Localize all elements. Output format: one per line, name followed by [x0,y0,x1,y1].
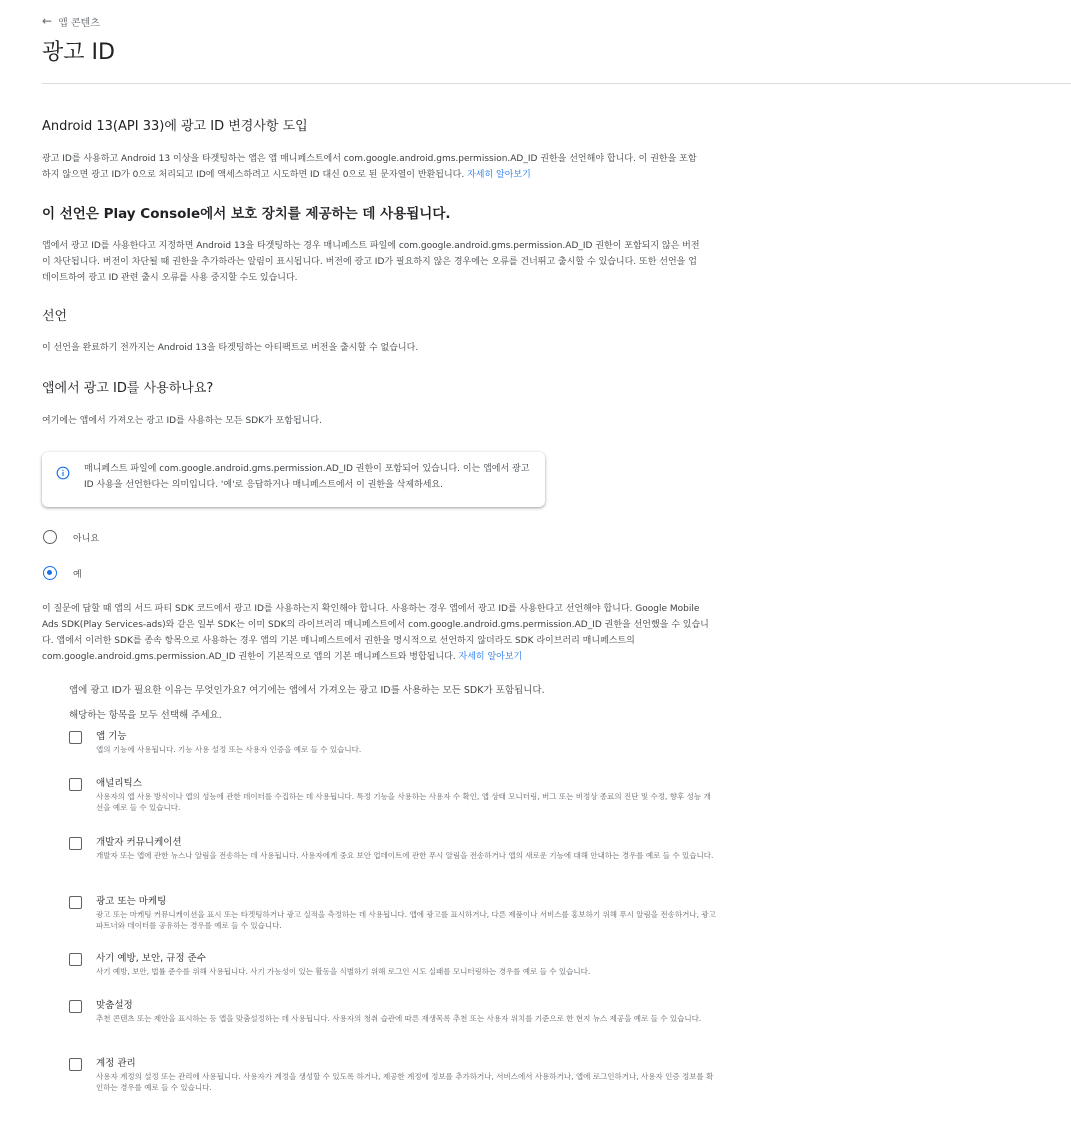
section-declaration-title: 선언 [42,309,68,324]
radio-yes-button[interactable] [43,566,57,580]
section-protection [42,202,451,222]
checkbox-item-app-functionality[interactable] [69,730,716,755]
radio-no-button[interactable] [43,530,57,544]
section-declaration-body-wrap [42,340,702,356]
section-question-title: 앱에서 광고 ID를 사용하나요? [42,381,214,396]
purposes-question-wrap [69,682,545,696]
checkbox-item-developer-communications[interactable] [69,836,716,861]
section-question-body: 여기에는 앱에서 가져오는 광고 ID를 사용하는 모든 SDK가 포함됩니다. [42,416,322,426]
section-protection-body: 앱에서 광고 ID를 사용한다고 지정하면 Android 13을 타겟팅하는 경우 매니페스트 파일에 com.google.android.gms.permission.AD_ID 권한이 포함되지 않은 버전이 차단됩니다. 버전이 차단될 때 권한을 추가하라는 알림이 표시됩니다. 버전에 광고 ID가 필요하지 않은 경우에는 오류를 건너뛰고 출시할 수 있습니다. 또한 선언을 업데이트하여 광고 ID 관련 출시 오류를 사용 중지할 수도 있습니다. [42,241,700,283]
section-protection-body-wrap [42,238,702,286]
learn-more-link-sdk[interactable]: 자세히 알아보기 [458,652,523,662]
checkbox-title: 개발자 커뮤니케이션 [96,837,182,848]
back-link-label: 앱 콘텐츠 [58,17,100,29]
checkbox-desc: 사용자 계정의 설정 또는 관리에 사용됩니다. 사용자가 계정을 생성할 수 있도록 하거나, 제공한 계정에 정보를 추가하거나, 서비스에서 사용하거나, 앱에 로그인하거나, 사용자 인증 정보를 확인하는 경우를 예로 들 수 있습니다. [96,1072,714,1092]
purposes-instruction: 해당하는 항목을 모두 선택해 주세요. [69,710,222,721]
section-protection-title: 이 선언은 Play Console에서 보호 장치를 제공하는 데 사용됩니다. [42,206,451,222]
section-android13-title: Android 13(API 33)에 광고 ID 변경사항 도입 [42,119,308,134]
radio-no[interactable] [43,529,99,545]
sdk-note-wrap [42,601,714,665]
checkbox-item-fraud-prevention[interactable] [69,952,716,977]
checkbox-desc: 개발자 또는 앱에 관한 뉴스나 알림을 전송하는 데 사용됩니다. 사용자에게 중요 보안 업데이트에 관한 푸시 알림을 전송하거나 앱의 새로운 기능에 대해 안내하는 경우를 예로 들 수 있습니다. [96,851,714,860]
checkbox-title: 사기 예방, 보안, 규정 준수 [96,953,206,964]
section-question [42,377,213,396]
checkbox-item-personalization[interactable] [69,999,716,1024]
title-divider [42,83,1071,84]
checkbox[interactable] [69,778,82,791]
page-title: 광고 ID [42,40,115,65]
section-question-body-wrap [42,413,702,429]
section-android13-text: 광고 ID를 사용하고 Android 13 이상을 타겟팅하는 앱은 앱 매니페스트에서 com.google.android.gms.permission.AD_ID 권한을 선언해야 합니다. 이 권한을 포함하지 않으면 광고 ID가 0으로 처리되고 ID에 액세스하려고 시도하면 ID 대신 0으로 된 문자열이 반환됩니다. [42,154,697,180]
section-android13 [42,115,308,134]
checkbox[interactable] [69,896,82,909]
info-box-text: 매니페스트 파일에 com.google.android.gms.permission.AD_ID 권한이 포함되어 있습니다. 이는 앱에서 광고 ID 사용을 선언한다는 의미입니다. '예'로 응답하거나 매니페스트에서 이 권한을 삭제하세요. [84,464,530,490]
back-link[interactable] [42,14,1071,28]
checkbox-title: 맞춤설정 [96,1000,133,1011]
checkbox-desc: 광고 또는 마케팅 커뮤니케이션을 표시 또는 타겟팅하거나 광고 실적을 측정하는 데 사용됩니다. 앱에 광고를 표시하거나, 다른 제품이나 서비스를 홍보하기 위해 푸시 알림을 전송하거나, 광고 파트너와 데이터를 공유하는 경우를 예로 들 수 있습니다. [96,910,716,930]
checkbox[interactable] [69,1000,82,1013]
info-box [42,452,545,507]
section-declaration-body: 이 선언을 완료하기 전까지는 Android 13을 타겟팅하는 아티팩트로 버전을 출시할 수 없습니다. [42,343,419,353]
section-android13-body [42,151,702,183]
checkbox[interactable] [69,953,82,966]
checkbox-title: 앱 기능 [96,731,127,742]
checkbox-item-advertising[interactable] [69,895,716,931]
checkbox[interactable] [69,837,82,850]
page [0,14,1071,1092]
checkbox-title: 계정 관리 [96,1058,136,1069]
sdk-note-text: 이 질문에 답할 때 앱의 서드 파티 SDK 코드에서 광고 ID를 사용하는지 확인해야 합니다. 사용하는 경우 앱에서 광고 ID를 사용한다고 선언해야 합니다. Google Mobile Ads SDK(Play Services-ads)와 같은 일부 SDK는 이미 SDK의 라이브러리 매니페스트에서 com.google.android.gms.permission.AD_ID 권한을 선언했을 수 있습니다. 앱에서 이러한 SDK를 종속 항목으로 사용하는 경우 앱의 기본 매니페스트에서 권한을 명시적으로 선언하지 않더라도 SDK 라이브러리 매니페스트의 com.google.android.gms.permission.AD_ID 권한이 기본적으로 앱의 기본 매니페스트와 병합됩니다. [42,604,709,662]
checkbox-desc: 사용자의 앱 사용 방식이나 앱의 성능에 관한 데이터를 수집하는 데 사용됩니다. 특정 기능을 사용하는 사용자 수 확인, 앱 상태 모니터링, 버그 또는 비정상 종료의 진단 및 수정, 향후 성능 개선을 예로 들 수 있습니다. [96,792,711,812]
checkbox-desc: 앱의 기능에 사용됩니다. 기능 사용 설정 또는 사용자 인증을 예로 들 수 있습니다. [96,745,362,754]
sdk-note-body [42,601,714,665]
checkbox-desc: 사기 예방, 보안, 법률 준수를 위해 사용됩니다. 사기 가능성이 있는 활동을 식별하기 위해 로그인 시도 실패를 모니터링하는 경우를 예로 들 수 있습니다. [96,967,591,976]
checkbox-desc: 추천 콘텐츠 또는 제안을 표시하는 등 앱을 맞춤설정하는 데 사용됩니다. 사용자의 청취 습관에 따른 재생목록 추천 또는 사용자 위치를 기준으로 한 현지 뉴스 제공을 예로 들 수 있습니다. [96,1014,702,1023]
learn-more-link-android13[interactable]: 자세히 알아보기 [467,170,531,180]
purposes-instruction-wrap [69,707,222,721]
arrow-back-icon: ← [42,14,53,28]
radio-yes-label: 예 [73,569,82,580]
checkbox-title: 애널리틱스 [96,778,142,789]
section-android13-body-wrap [42,151,702,183]
checkbox-title: 광고 또는 마케팅 [96,896,167,907]
section-declaration [42,305,67,324]
radio-yes[interactable] [43,565,82,581]
info-icon [56,466,70,480]
radio-no-label: 아니요 [73,533,100,544]
checkbox[interactable] [69,1058,82,1071]
checkbox-item-analytics[interactable] [69,777,716,813]
purposes-question: 앱에 광고 ID가 필요한 이유는 무엇인가요? 여기에는 앱에서 가져오는 광고 ID를 사용하는 모든 SDK가 포함됩니다. [69,685,545,696]
checkbox[interactable] [69,731,82,744]
checkbox-item-account-management[interactable] [69,1057,716,1093]
